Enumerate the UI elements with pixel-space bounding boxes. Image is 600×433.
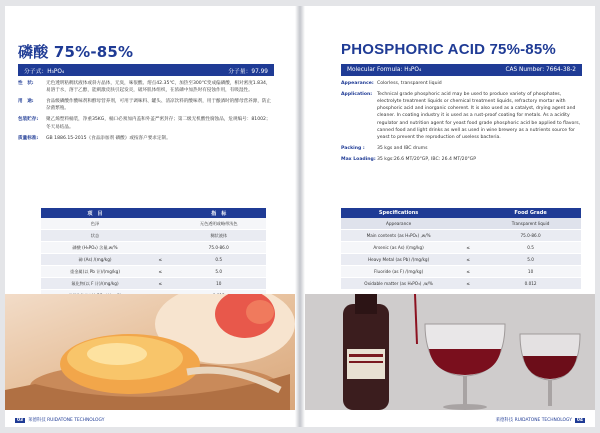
formula-bar [341,64,582,76]
column-header-value: Food Grade [514,210,547,216]
molecular-formula: 分子式：H₃PO₄ [24,68,65,75]
column-header-value: 指 标 [211,210,227,217]
property-value: Technical grade phosphoric acid may be used to produce variety of phosphates, electrolyte treatment liquids or chemical treatment liquids, refractory mortar with phosphoric acid and inorganic coherent. It is also used as a catalyst, drying agent and cleaner. In coating industry it is used as a rust-proof coating for metals. As a acidity regulator and nutrition agent for yeast food grade phosphoric acid be applied to flavors, canned food and light drinks as well as used in wine brewery as a nutrients source for yeast to prevent the reproduction of useless bacteria. [377,92,581,140]
table-row [41,230,266,242]
property-value: 无色透明粘稠状液体或斜方晶体，无臭，味很酸。熔点42.35℃，加热至300℃变成偏磷酸，相对密度1.834，易溶于水，溶于乙醇，能刺激皮肤引起发炎，破坏肌体组织，在浓磷中加热时有侵蚀作用，有吸湿性。 [46,81,271,94]
property-label: Appearance: [341,81,374,86]
property-label: Packing : [341,145,365,151]
property-label: 质量标准: [18,135,39,141]
table-row [341,278,581,290]
cell-item: Heavy Metal (as Pb) /(mg/kg) [367,257,430,262]
cell-item: 砷 (As) /(mg/kg) [78,256,112,262]
cell-item: Fluoride (as F) /(mg/kg) [373,269,424,274]
table-row [41,254,266,266]
property-label: 用 途: [18,99,34,105]
spec-table [341,208,581,290]
property-row [341,80,583,87]
page-number: 04 [576,417,583,423]
property-row [341,145,583,152]
page-title: PHOSPHORIC ACID 75%-85% [341,41,556,58]
cell-item: 状态 [90,232,100,238]
property-label: 性 状: [18,81,34,86]
wine-bottle-glasses-illustration [305,294,595,410]
right-page [305,6,595,427]
molecular-weight: 分子量：97.99 [228,68,268,75]
formula-bar [18,64,274,76]
cell-op: ≤ [466,269,470,274]
property-value: 食品级磷酸作酸味剂和酵母营养剂，可用于调味料、罐头、清凉饮料的酸味剂，用于酿酒时的酵母营养源，防止杂菌繁殖。 [46,99,272,112]
table-row [341,242,581,254]
cell-item: Oxidable matter (as H₃PO₃) ,w/% [364,281,433,286]
property-row [18,80,275,94]
property-row [341,156,583,163]
property-row [18,116,275,130]
cell-op: ≤ [466,281,470,286]
cell-value: 75.0-86.0 [208,245,229,250]
cell-value: 稠状液体 [210,232,228,238]
property-row [18,135,275,142]
property-value: 聚乙烯塑料桶装，净重35KG，桶口必须加内盖和外盖严密封存；第二级无机酸性腐蚀品，危规编号：81002；冬天易结晶。 [46,117,271,130]
book-gutter [295,6,305,427]
table-row [41,266,266,278]
left-page [5,6,295,427]
cell-item: 磷酸 (H₃PO₄) 含量,w/% [72,244,118,250]
table-row [41,218,266,230]
property-value: GB 1886.15-2015《食品添加剂 磷酸》或按客户要求定制。 [46,135,171,141]
cell-op: ≤ [158,257,162,262]
table-row [341,218,581,230]
cas-number: CAS Number: 7664-38-2 [505,67,576,73]
page-footer [15,417,104,423]
page-footer [496,417,585,423]
footer-brand: 莱德科技 RUIDATONE TECHNOLOGY [28,418,105,423]
cell-value: 0.5 [527,245,534,250]
cell-value: 10 [527,269,534,274]
property-label: Application: [341,92,373,98]
property-value: 35 kgs:26.6 MT/20"GP, IBC: 26.4 MT/20"GP [377,156,476,162]
table-header [41,208,266,218]
page-number: 03 [17,417,24,423]
cell-value: 5.0 [527,257,534,262]
spec-table [41,208,266,302]
column-header-item: 项 目 [87,210,103,217]
cell-value: 10 [216,281,222,286]
cell-item: 氟化物(以 F 计)/(mg/kg) [71,280,119,286]
property-row [18,98,275,112]
cell-op: ≤ [466,257,470,262]
cell-op: ≤ [158,281,162,286]
cell-value: 5.0 [215,269,223,274]
table-row [341,266,581,278]
cell-item: Main contents (as H₃PO₄) ,w/% [366,233,431,238]
property-label: 包装贮存: [18,117,39,123]
cell-value: 0.012 [524,281,537,286]
product-photo-peach-dessert [5,294,295,410]
cell-value: 无色透明或略带浅色 [199,220,238,226]
table-row [341,254,581,266]
cell-op: ≤ [158,269,162,274]
footer-brand: 莱德科技 RUIDATONE TECHNOLOGY [495,418,572,423]
molecular-formula: Molecular Formula: H₃PO₄ [347,67,422,73]
table-row [41,242,266,254]
table-header [341,208,581,218]
product-photo-wine-glasses [305,294,595,410]
property-row [341,91,583,141]
property-label: Max Loading: [341,156,376,162]
cell-value: Transparent liquid [511,221,550,226]
table-row [41,278,266,290]
peach-dessert-illustration [5,294,295,410]
cell-value: 75.0-86.0 [520,233,541,238]
cell-item: Arsenic (as As) /(mg/kg) [373,245,424,250]
property-value: 35 kgs and IBC drums [377,145,428,151]
cell-op: ≤ [466,245,470,250]
cell-item: 重金属(以 Pb 计)/(mg/kg) [70,268,120,274]
properties-section [341,80,583,167]
column-header-item: Specifications [378,210,419,216]
table-row [341,230,581,242]
cell-item: Appearance [386,221,412,226]
page-title: 磷酸 75%-85% [18,43,134,61]
cell-item: 色泽 [90,220,100,226]
property-value: Colorless, transparent liquid [377,81,442,86]
properties-section [18,80,275,146]
cell-value: 0.5 [215,257,223,262]
